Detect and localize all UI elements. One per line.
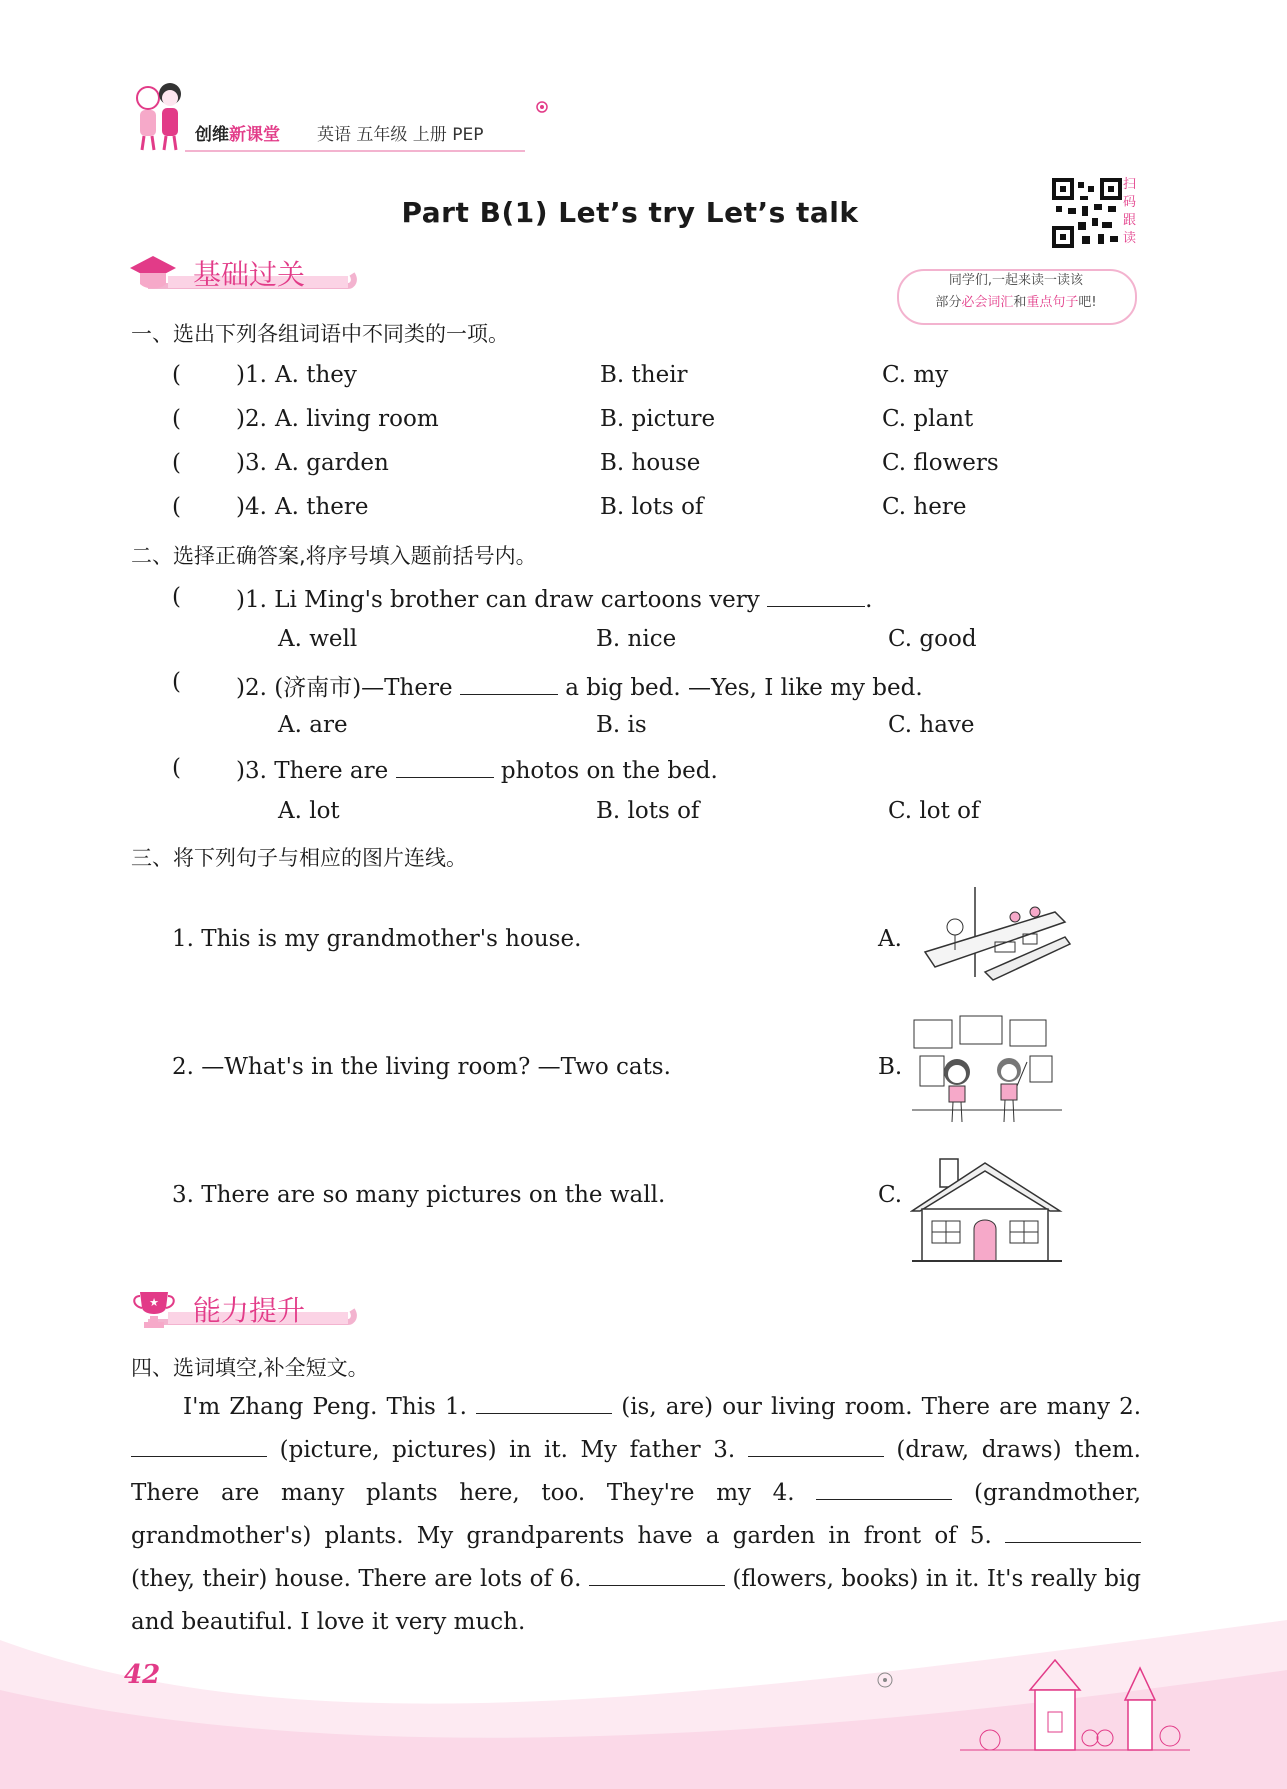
answer-blank[interactable] [460, 672, 558, 695]
bubble-highlight: 必会词汇 [961, 295, 1014, 310]
passage-text: (draw, draws) them. There are many plants here, too. They're my 4. [131, 1437, 1141, 1506]
answer-paren[interactable]: ( [172, 584, 181, 610]
q1-option-c: C. plant [882, 406, 974, 432]
q1-option-a: A. there [275, 494, 369, 520]
qr-label: 扫码跟读 [1123, 177, 1137, 246]
passage-text: (grandmother, grandmother's) plants. My grandparents have a garden in front of 5. [131, 1480, 1142, 1549]
graduation-cap-icon [128, 252, 178, 292]
q1-option-b: B. lots of [600, 494, 704, 520]
q2-option-b: B. is [596, 712, 647, 738]
garden-picture-icon[interactable] [915, 882, 1075, 982]
q1-option-a: A. they [275, 362, 357, 388]
answer-blank-5[interactable] [1005, 1520, 1141, 1543]
q4-passage [131, 1386, 1141, 1644]
q2-item-num: )2. [236, 675, 267, 701]
match-sentence-3[interactable]: 3. There are so many pictures on the wall. [172, 1182, 666, 1208]
q2-stem: Li Ming's brother can draw cartoons very [274, 587, 760, 613]
match-sentence-1[interactable]: 1. This is my grandmother's house. [172, 926, 582, 952]
answer-paren[interactable]: ( [172, 669, 181, 695]
q2-stem-end: . [865, 587, 873, 613]
qr-code-icon[interactable] [1052, 178, 1122, 248]
answer-blank-2[interactable] [131, 1434, 267, 1457]
q2-option-c: C. have [888, 712, 975, 738]
answer-blank[interactable] [767, 584, 865, 607]
svg-text:★: ★ [149, 1296, 159, 1309]
match-letter-b[interactable]: B. [878, 1054, 903, 1080]
brand-part-2: 新课堂 [229, 125, 280, 145]
answer-blank-6[interactable] [589, 1563, 725, 1586]
q2-item-3 [236, 755, 718, 784]
q1-option-b: B. picture [600, 406, 716, 432]
q1-instruction: 一、选出下列各组词语中不同类的一项。 [131, 322, 509, 346]
q2-option-b: B. lots of [596, 798, 700, 824]
q2-option-c: C. lot of [888, 798, 980, 824]
q2-option-a: A. lot [278, 798, 340, 824]
answer-blank[interactable] [396, 755, 494, 778]
passage-text: (picture, pictures) in it. My father 3. [279, 1437, 736, 1463]
q2-item-num: )1. [236, 587, 267, 613]
bubble-line-2 [896, 292, 1136, 314]
q2-stem-end: photos on the bed. [500, 758, 718, 784]
q1-item-num: )4. [236, 494, 267, 520]
living-room-picture-icon[interactable] [912, 1012, 1062, 1130]
q1-option-a: A. living room [275, 406, 439, 432]
trophy-icon [132, 1288, 176, 1332]
q1-option-c: C. here [882, 494, 967, 520]
q1-option-a: A. garden [275, 450, 389, 476]
bubble-highlight: 重点句子 [1026, 295, 1079, 310]
match-letter-a[interactable]: A. [878, 926, 902, 952]
answer-blank-4[interactable] [816, 1477, 952, 1500]
house-picture-icon[interactable] [910, 1155, 1065, 1270]
q2-option-c: C. good [888, 626, 977, 652]
brand-name [195, 120, 280, 145]
passage-text: (flowers, books) in it. It's really big and beautiful. I love it very much. [131, 1566, 1142, 1635]
passage-text: I'm Zhang Peng. This 1. [183, 1394, 467, 1420]
kids-illustration-icon [128, 80, 192, 152]
q1-item-num: )1. [236, 362, 267, 388]
q2-option-a: A. well [278, 626, 358, 652]
page-number: 42 [124, 1660, 161, 1690]
q4-instruction: 四、选词填空,补全短文。 [131, 1356, 369, 1380]
q2-stem: (济南市)—There [274, 675, 453, 701]
answer-paren[interactable]: ( [172, 755, 181, 781]
q3-instruction: 三、将下列句子与相应的图片连线。 [131, 846, 467, 870]
q2-instruction: 二、选择正确答案,将序号填入题前括号内。 [131, 544, 537, 568]
castle-decoration-icon [960, 1650, 1190, 1760]
q1-option-b: B. their [600, 362, 688, 388]
answer-paren[interactable]: ( [172, 406, 181, 432]
bubble-line-1: 同学们,一起来读一读该 [948, 273, 1084, 288]
q2-option-a: A. are [278, 712, 348, 738]
brand-part-1: 创维 [195, 125, 229, 145]
match-sentence-2[interactable]: 2. —What's in the living room? —Two cats. [172, 1054, 671, 1080]
q2-item-2 [236, 669, 923, 702]
answer-paren[interactable]: ( [172, 494, 181, 520]
page-title: Part B(1) Let’s try Let’s talk [401, 196, 859, 229]
section-title-advanced: 能力提升 [193, 1294, 306, 1327]
q2-item-1 [236, 584, 872, 613]
bubble-text: 吧! [1078, 295, 1097, 310]
answer-paren[interactable]: ( [172, 450, 181, 476]
flower-ornament-icon [530, 95, 554, 119]
q1-item-num: )2. [236, 406, 267, 432]
q2-stem: There are [274, 758, 389, 784]
header-underline [185, 148, 525, 154]
bubble-text: 和 [1013, 295, 1027, 310]
q1-option-c: C. flowers [882, 450, 999, 476]
answer-blank-1[interactable] [476, 1391, 612, 1414]
speech-bubble [896, 270, 1136, 326]
q2-item-num: )3. [236, 758, 267, 784]
answer-paren[interactable]: ( [172, 362, 181, 388]
section-title-basic: 基础过关 [193, 258, 306, 291]
answer-blank-3[interactable] [748, 1434, 884, 1457]
q1-item-num: )3. [236, 450, 267, 476]
match-letter-c[interactable]: C. [878, 1182, 903, 1208]
q2-stem-end: a big bed. —Yes, I like my bed. [565, 675, 923, 701]
passage-text: (they, their) house. There are lots of 6. [131, 1566, 582, 1592]
passage-text: (is, are) our living room. There are many 2. [621, 1394, 1142, 1420]
q2-option-b: B. nice [596, 626, 677, 652]
flower-ornament-icon [870, 1668, 900, 1692]
bubble-text: 部分 [935, 295, 962, 310]
book-subtitle: 英语 五年级 上册 PEP [317, 125, 484, 145]
q1-option-b: B. house [600, 450, 701, 476]
q1-option-c: C. my [882, 362, 949, 388]
